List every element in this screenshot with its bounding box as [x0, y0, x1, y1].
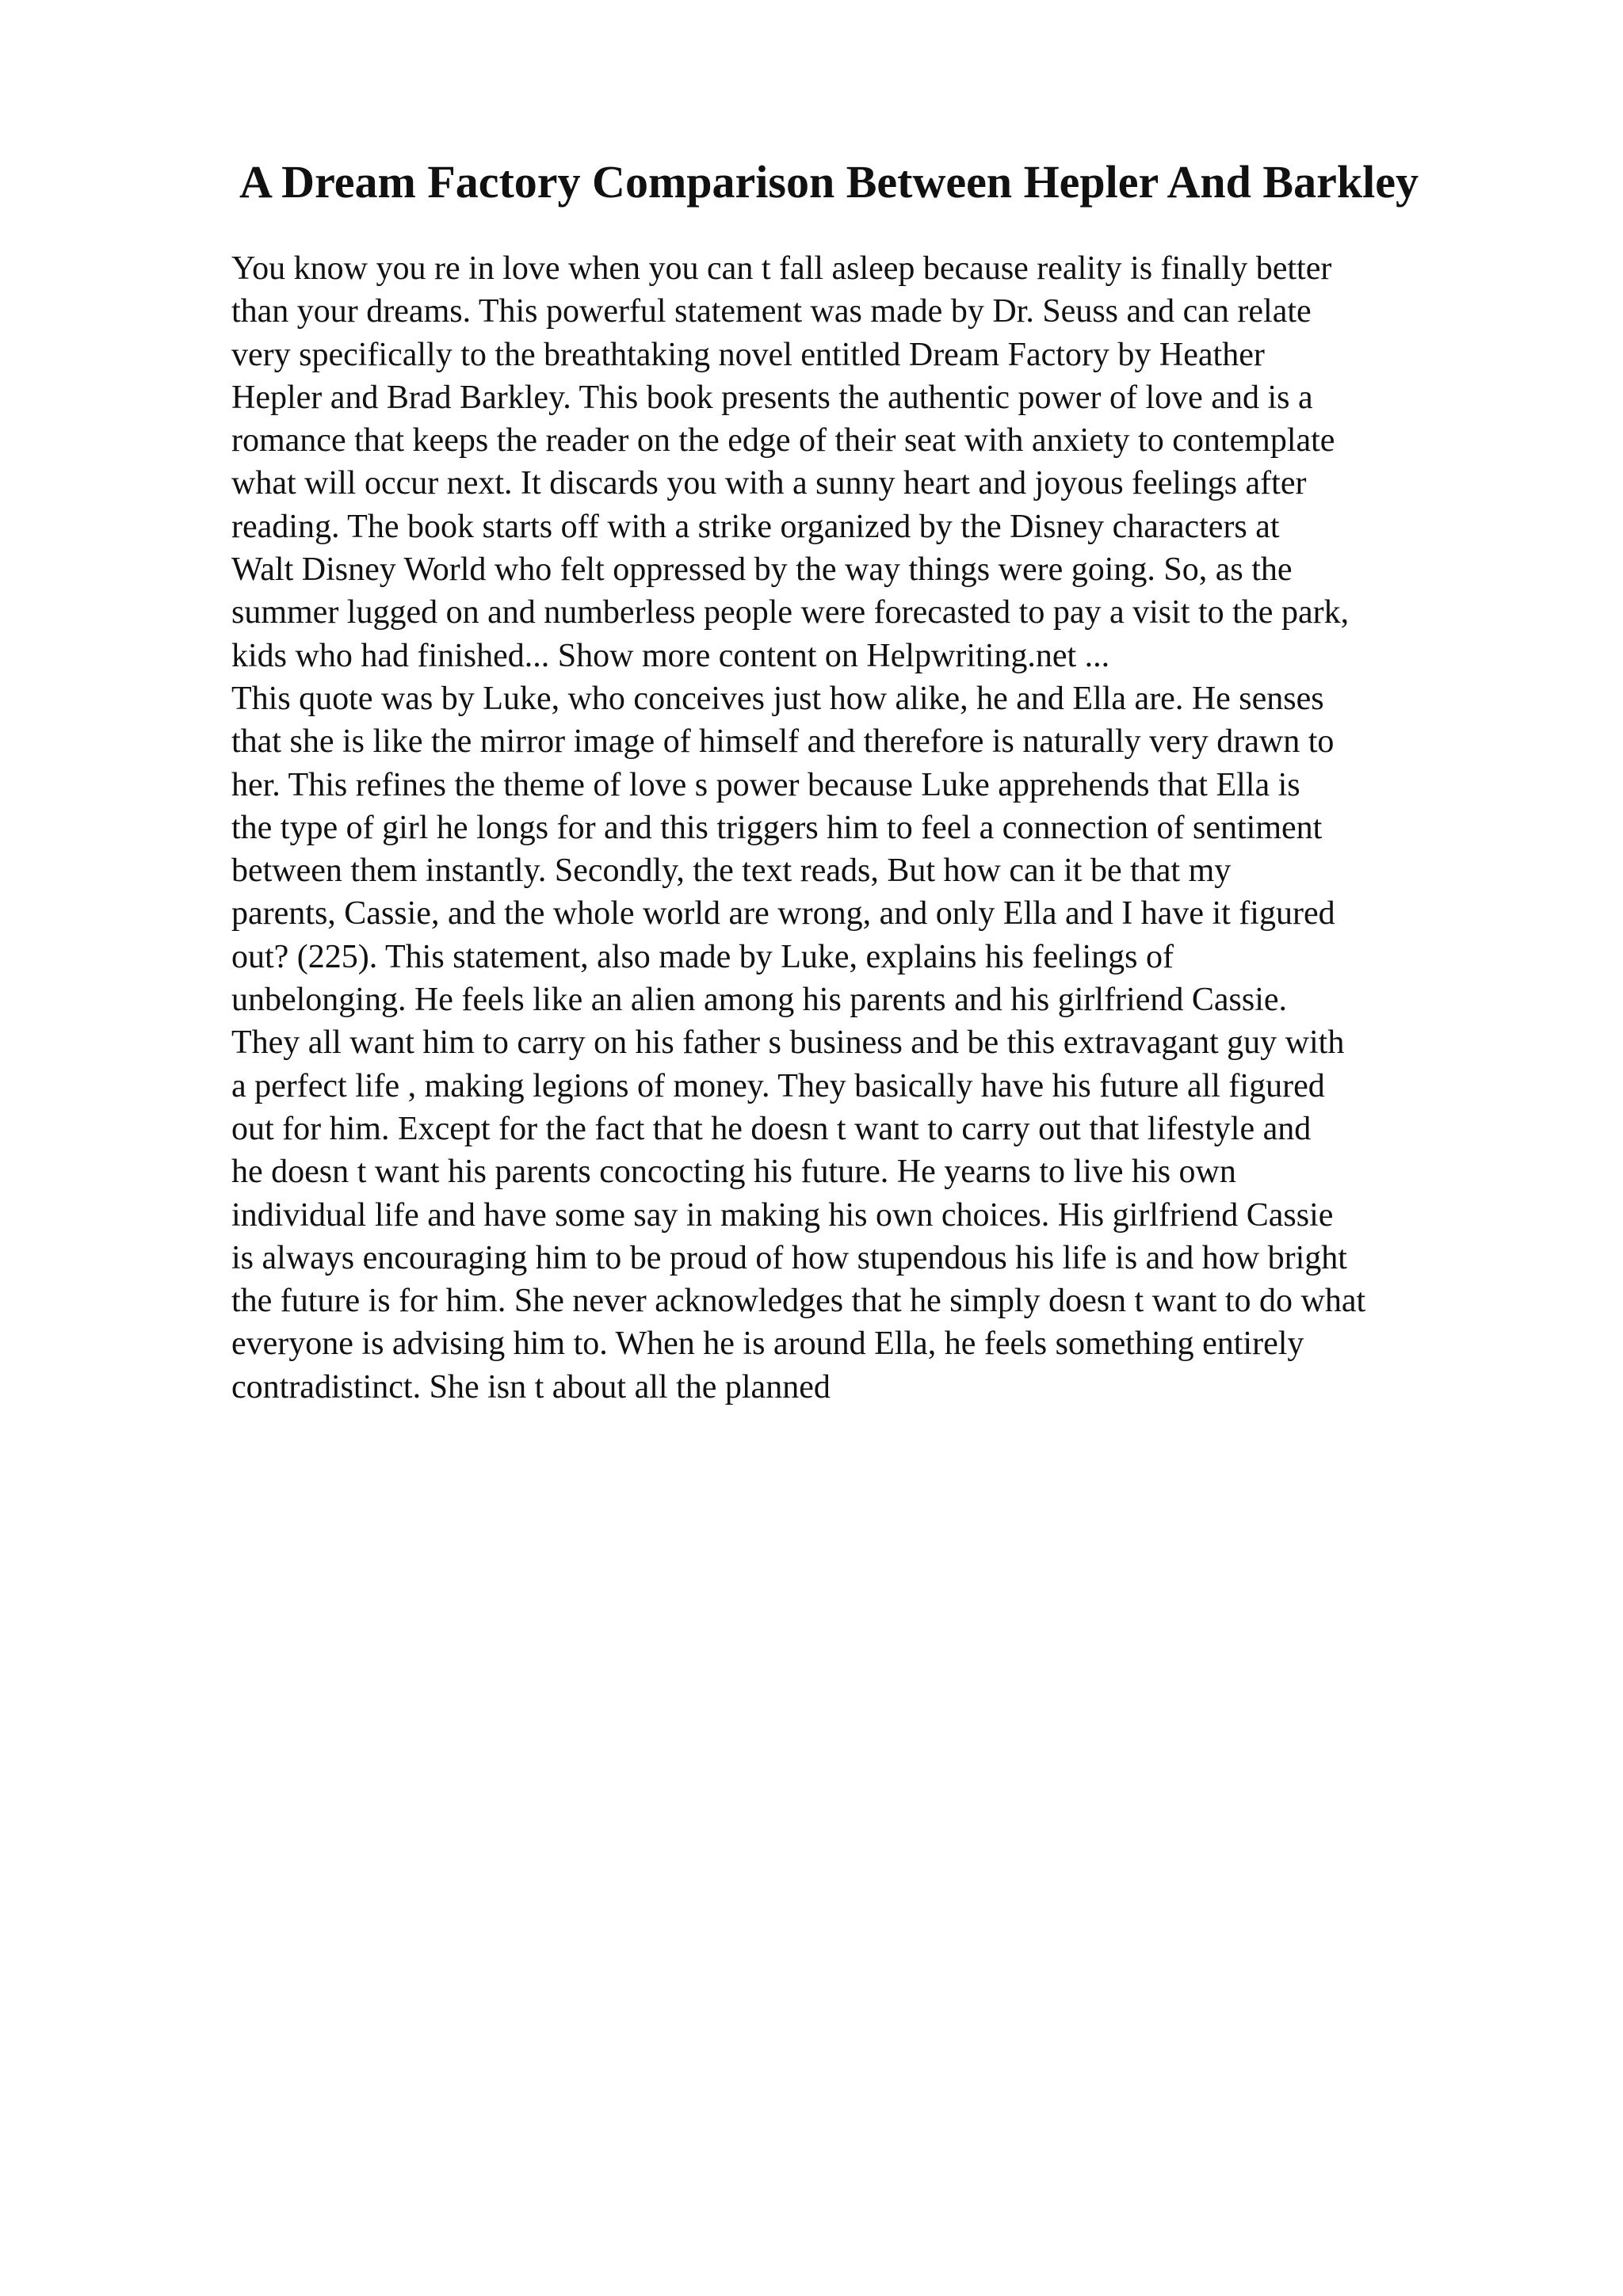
- body-line: They all want him to carry on his father s business and be this extravagant guy with: [231, 1024, 1345, 1062]
- body-line: contradistinct. She isn t about all the planned: [231, 1368, 831, 1405]
- body-line: You know you re in love when you can t fall asleep because reality is finally better: [231, 250, 1332, 287]
- body-line: Walt Disney World who felt oppressed by the way things were going. So, as the: [231, 551, 1293, 589]
- body-line: romance that keeps the reader on the edge of their seat with anxiety to contemplate: [231, 422, 1335, 460]
- body-line: reading. The book starts off with a strike organized by the Disney characters at: [231, 508, 1280, 545]
- body-line: very specifically to the breathtaking novel entitled Dream Factory by Heather: [231, 336, 1265, 373]
- body-line: everyone is advising him to. When he is around Ella, he feels something entirely: [231, 1325, 1304, 1363]
- body-line: is always encouraging him to be proud of how stupendous his life is and how bright: [231, 1239, 1347, 1276]
- body-line: he doesn t want his parents concocting his future. He yearns to live his own: [231, 1154, 1236, 1191]
- document-body: [231, 247, 1515, 1409]
- body-line: Hepler and Brad Barkley. This book presents the authentic power of love and is a: [231, 379, 1313, 416]
- body-line: out for him. Except for the fact that he doesn t want to carry out that lifestyle and: [231, 1110, 1312, 1147]
- body-line: individual life and have some say in making his own choices. His girlfriend Cassie: [231, 1196, 1334, 1234]
- body-line: summer lugged on and numberless people were forecasted to pay a visit to the park,: [231, 594, 1350, 631]
- body-line: the future is for him. She never acknowledges that he simply doesn t want to do what: [231, 1283, 1366, 1320]
- body-line: between them instantly. Secondly, the text reads, But how can it be that my: [231, 852, 1232, 890]
- body-line: unbelonging. He feels like an alien among his parents and his girlfriend Cassie.: [231, 982, 1288, 1019]
- body-line: out? (225). This statement, also made by Luke, explains his feelings of: [231, 938, 1174, 975]
- body-line: parents, Cassie, and the whole world are wrong, and only Ella and I have it figured: [231, 895, 1335, 933]
- body-line: than your dreams. This powerful statement was made by Dr. Seuss and can relate: [231, 293, 1312, 330]
- body-line: a perfect life , making legions of money. They basically have his future all figured: [231, 1067, 1325, 1104]
- document-title: A Dream Factory Comparison Between Hepler And Barkley: [239, 156, 1419, 208]
- body-line: that she is like the mirror image of himself and therefore is naturally very drawn to: [231, 723, 1335, 761]
- body-line: This quote was by Luke, who conceives just how alike, he and Ella are. He senses: [231, 680, 1324, 717]
- body-line: kids who had finished... Show more content on Helpwriting.net ...: [231, 637, 1110, 674]
- body-line: her. This refines the theme of love s power because Luke apprehends that Ella is: [231, 766, 1300, 803]
- body-line: what will occur next. It discards you with a sunny heart and joyous feelings after: [231, 465, 1307, 502]
- body-line: the type of girl he longs for and this triggers him to feel a connection of sentiment: [231, 809, 1323, 846]
